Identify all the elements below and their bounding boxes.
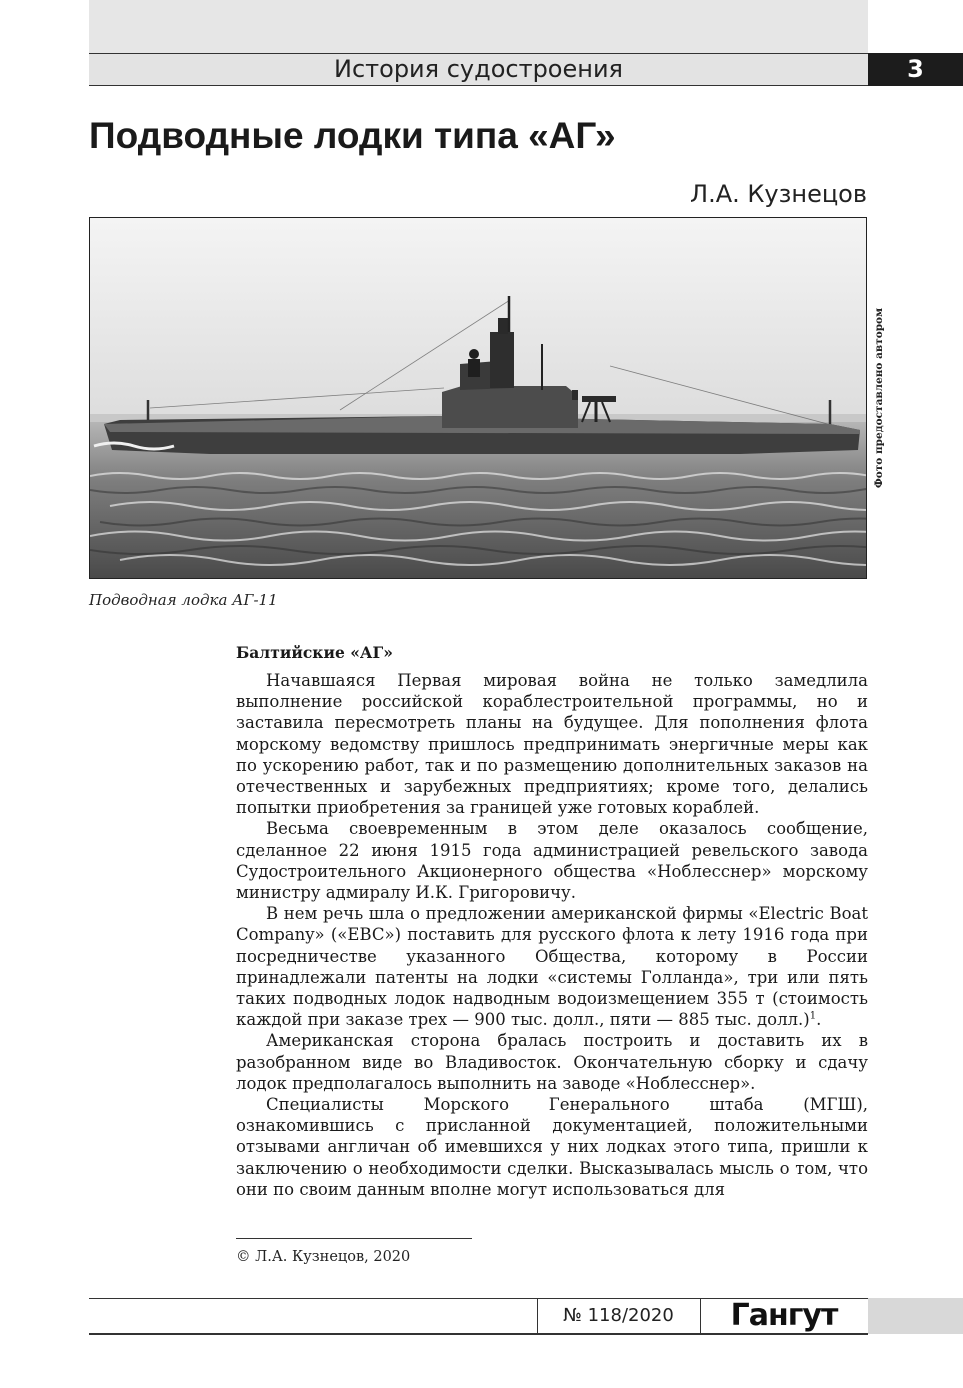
- submarine-photo: [89, 217, 867, 579]
- header-top-band: [89, 0, 868, 53]
- section-heading: Балтийские «АГ»: [236, 643, 393, 662]
- section-header: [89, 53, 868, 86]
- footnote-divider: [236, 1238, 472, 1239]
- paragraph: Американская сторона бралась построить и доставить их в разобранном виде во Владивосток. Окончательную сборку и сдачу лодок предполагалось выполнить на заводе «Ноблесснер».: [236, 1031, 868, 1093]
- paragraph: Специалисты Морского Генерального штаба (МГШ), ознакомившись с присланной документацией, положительными отзывами англичан об имевшихся у них лодках этого типа, пришли к заключению о необходимости сделки. Высказывалась мысль о том, что они по своим данным вполне могут использоваться для: [236, 1095, 868, 1199]
- article-title: Подводные лодки типа «АГ»: [89, 115, 616, 156]
- paragraph-text: В нем речь шла о предложении американской фирмы «Electric Boat Company» («EBC») поставить для русского флота к лету 1916 года при посредничестве указанного Общества, которому в России принадлежали патенты на лодки «системы Голланда», три или пять таких подводных лодок надводным водоизмещением 355 т (стоимость каждой при заказе трех — 900 тыс. долл., пяти — 885 тыс. долл.): [236, 904, 868, 1030]
- footer-gray-block: [868, 1298, 963, 1334]
- photo-caption: Подводная лодка АГ-11: [89, 591, 278, 609]
- article-author: Л.А. Кузнецов: [690, 180, 867, 208]
- magazine-logo: Гангут: [730, 1298, 838, 1333]
- photo-credit: [870, 217, 888, 579]
- paragraph: В нем речь шла о предложении американской фирмы «Electric Boat Company» («EBC») поставить для русского флота к лету 1916 года при посредничестве указанного Общества, которому в России принадлежали патенты на лодки «системы Голланда», три или пять таких подводных лодок надводным водоизмещением 355 т (стоимость каждой при заказе трех — 900 тыс. долл., пяти — 885 тыс. долл.)$^1$.: [236, 904, 868, 1030]
- footer-rule-bottom: [89, 1333, 868, 1335]
- footnote: © Л.А. Кузнецов, 2020: [236, 1249, 411, 1265]
- paragraph: Начавшаяся Первая мировая война не только замедлила выполнение российской кораблестроительной программы, но и заставила пересмотреть планы на будущее. Для пополнения флота морскому ведомству пришлось предпринимать энергичные меры как по ускорению работ, так и по размещению дополнительных заказов на отечественных и зарубежных предприятиях; кроме того, делались попытки приобретения за границей уже готовых кораблей.: [236, 671, 868, 818]
- paragraph: Весьма своевременным в этом деле оказалось сообщение, сделанное 22 июня 1915 года администрацией ревельского завода Судостроительного Акционерного общества «Ноблесснер» морскому министру адмиралу И.К. Григоровичу.: [236, 819, 868, 903]
- issue-number: № 118/2020: [563, 1305, 674, 1326]
- photo-credit-text: Фото предоставлено автором: [873, 307, 885, 489]
- section-title: История судостроения: [334, 55, 623, 83]
- page-number: 3: [868, 53, 963, 86]
- submarine-illustration: [90, 218, 866, 578]
- article-body: [236, 642, 868, 1200]
- footnote-ref: 1: [809, 1010, 817, 1022]
